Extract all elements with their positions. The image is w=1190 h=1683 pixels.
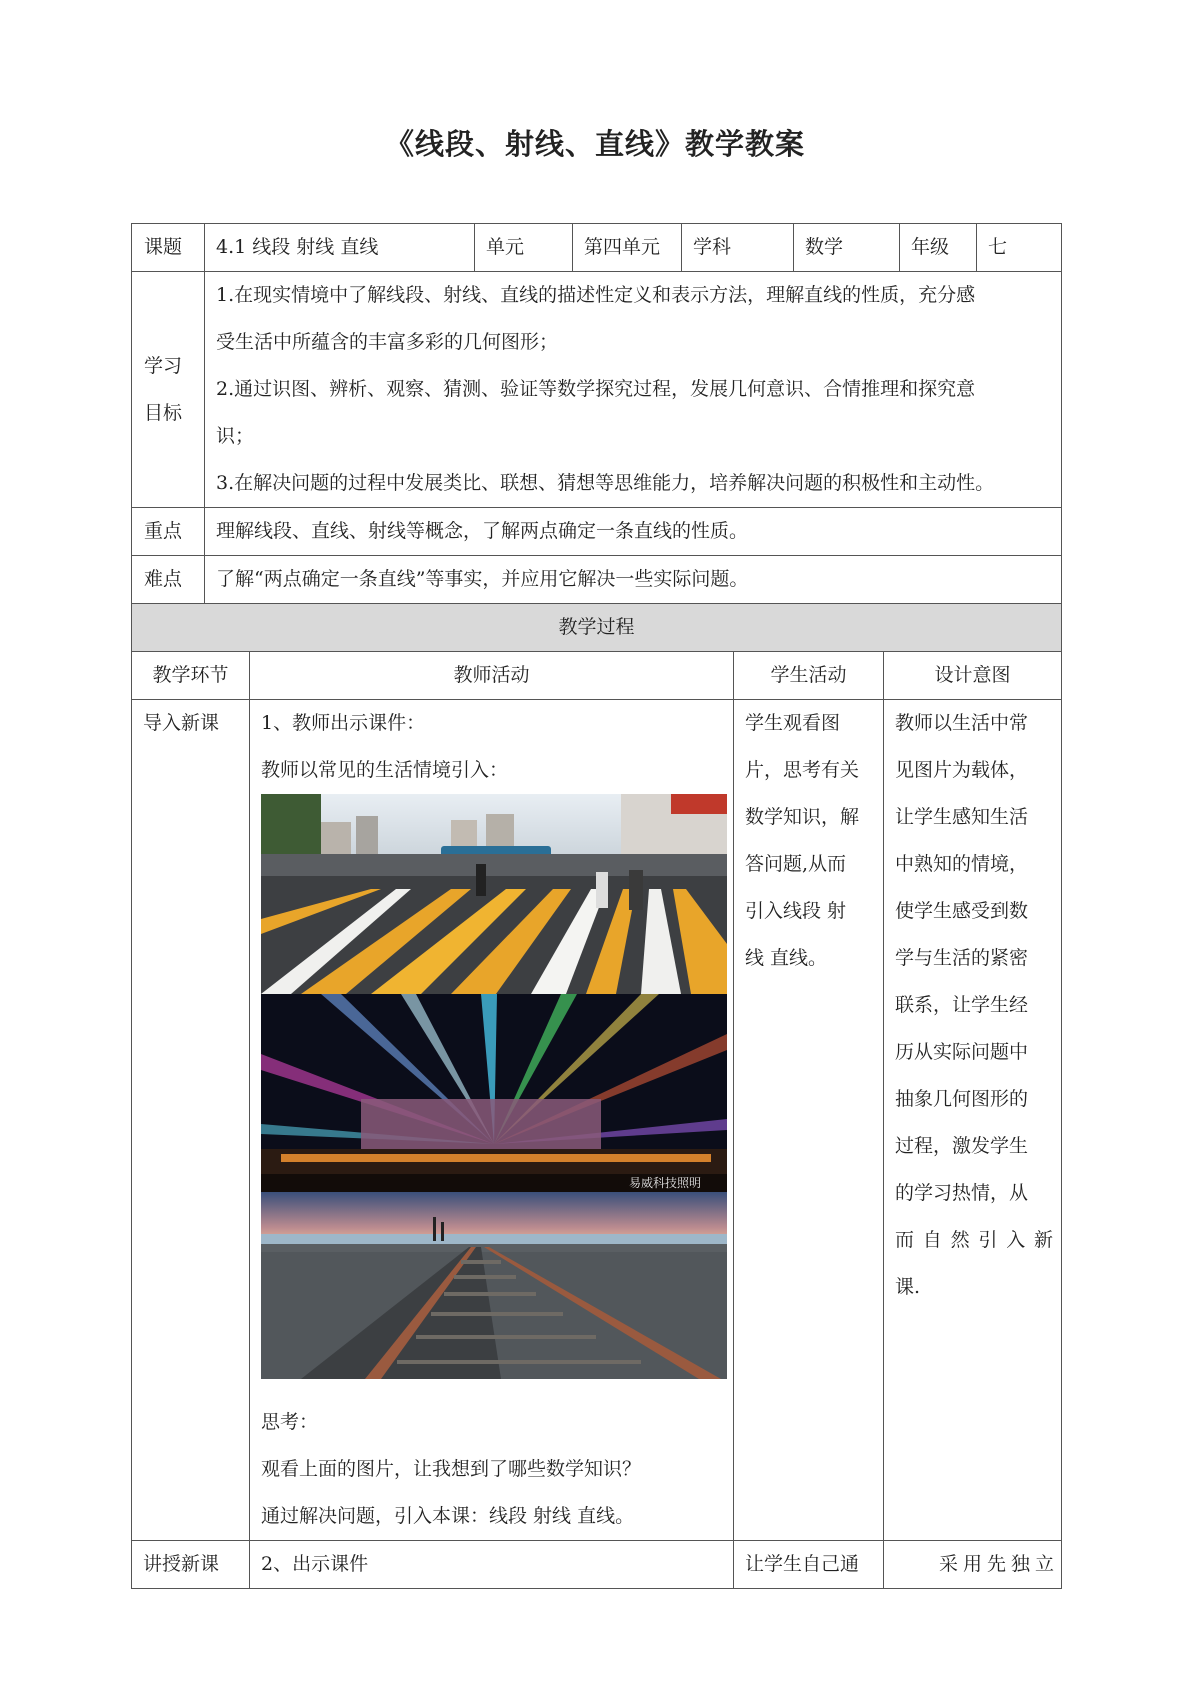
railway-photo <box>261 1192 727 1379</box>
col-student: 学生活动 <box>734 652 884 700</box>
goals-label <box>132 272 205 508</box>
student-line: 引入线段 射 <box>745 900 847 922</box>
teacher-line: 1、教师出示课件： <box>261 712 426 734</box>
intent-line: 教师以生活中常 <box>895 712 1029 734</box>
topic-label: 课题 <box>132 224 205 272</box>
student-line: 数学知识，解 <box>745 806 860 828</box>
subject-label: 学科 <box>682 224 794 272</box>
page-title: 《线段、射线、直线》教学教案 <box>384 127 805 161</box>
student-line: 学生观看图 <box>745 712 841 734</box>
intent-line: 历从实际问题中 <box>895 1041 1029 1063</box>
intent-line: 见图片为载体， <box>895 759 1029 781</box>
intent-line: 而自然引入新 <box>895 1229 1054 1251</box>
intent-line: 课. <box>895 1276 921 1298</box>
grade-value: 七 <box>977 224 1062 272</box>
think-line: 思考： <box>261 1411 319 1433</box>
key-label: 重点 <box>132 508 205 556</box>
unit-label: 单元 <box>475 224 573 272</box>
intent-line: 学与生活的紧密 <box>895 947 1029 969</box>
key-value: 理解线段、直线、射线等概念，了解两点确定一条直线的性质。 <box>205 508 1062 556</box>
goal-line: 3.在解决问题的过程中发展类比、联想、猜想等思维能力，培养解决问题的积极性和主动性。 <box>216 472 995 494</box>
difficulty-value: 了解“两点确定一条直线”等事实，并应用它解决一些实际问题。 <box>205 556 1062 604</box>
topic-value: 4.1 线段 射线 直线 <box>205 224 475 272</box>
col-teacher: 教师活动 <box>250 652 734 700</box>
think-line: 通过解决问题，引入本课：线段 射线 直线。 <box>261 1505 635 1527</box>
goals-label-1: 学习 <box>144 354 183 377</box>
goals-content <box>205 272 1062 508</box>
difficulty-label: 难点 <box>132 556 205 604</box>
intent-line: 中熟知的情境， <box>895 853 1029 875</box>
think-line: 观看上面的图片，让我想到了哪些数学知识？ <box>261 1458 642 1480</box>
goal-line: 识； <box>216 425 255 447</box>
intent-line: 的学习热情，从 <box>895 1182 1029 1204</box>
intent-line: 联系，让学生经 <box>895 994 1029 1016</box>
lecture-teacher: 2、出示课件 <box>250 1541 734 1589</box>
col-intent: 设计意图 <box>884 652 1062 700</box>
student-line: 线 直线。 <box>745 947 828 969</box>
process-heading: 教学过程 <box>132 604 1062 652</box>
goal-line: 受生活中所蕴含的丰富多彩的几何图形； <box>216 331 559 353</box>
intro-teacher <box>250 700 734 1541</box>
lecture-stage: 讲授新课 <box>132 1541 250 1589</box>
teacher-line: 教师以常见的生活情境引入： <box>261 759 509 781</box>
intent-line: 让学生感知生活 <box>895 806 1029 828</box>
lecture-intent: 采用先独立 <box>884 1541 1062 1589</box>
unit-value: 第四单元 <box>573 224 682 272</box>
intent-line: 使学生感受到数 <box>895 900 1029 922</box>
intent-line: 抽象几何图形的 <box>895 1088 1029 1110</box>
lightshow-photo <box>261 994 727 1192</box>
process-table <box>131 603 1062 1589</box>
photo-caption: 易威科技照明 <box>628 1176 701 1190</box>
crosswalk-photo <box>261 794 727 994</box>
goals-label-2: 目标 <box>144 401 183 424</box>
intro-student <box>734 700 884 1541</box>
lecture-student: 让学生自己通 <box>734 1541 884 1589</box>
col-stage: 教学环节 <box>132 652 250 700</box>
intent-line: 过程，激发学生 <box>895 1135 1029 1157</box>
subject-value: 数学 <box>794 224 900 272</box>
intro-stage: 导入新课 <box>132 700 250 1541</box>
info-table <box>131 223 1062 604</box>
intro-intent <box>884 700 1062 1541</box>
grade-label: 年级 <box>900 224 977 272</box>
goal-line: 2.通过识图、辨析、观察、猜测、验证等数学探究过程，发展几何意识、合情推理和探究意 <box>216 378 976 400</box>
student-line: 片，思考有关 <box>745 759 860 781</box>
goal-line: 1.在现实情境中了解线段、射线、直线的描述性定义和表示方法，理解直线的性质，充分感 <box>216 284 976 306</box>
student-line: 答问题,从而 <box>745 853 847 875</box>
